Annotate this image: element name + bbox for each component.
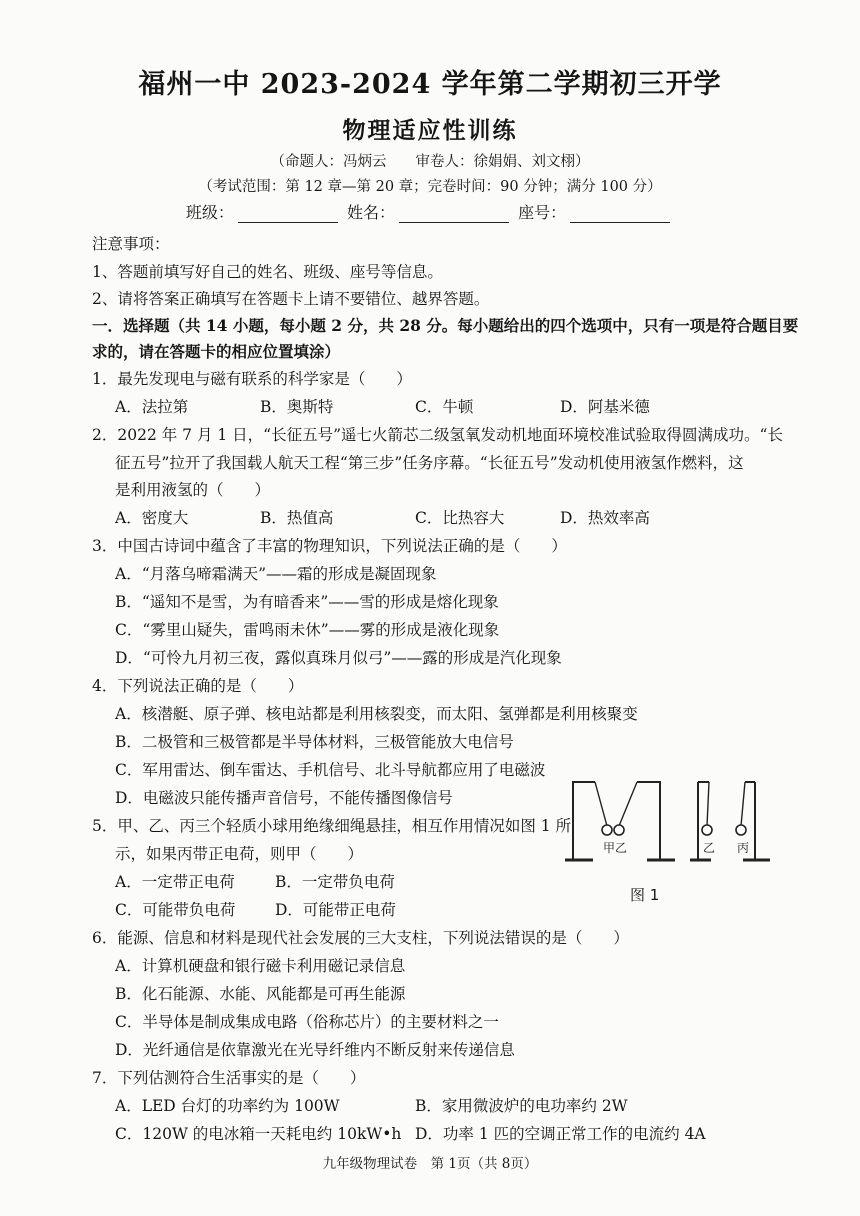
- ball-bing: [736, 825, 746, 835]
- option-a: A．密度大: [115, 509, 189, 527]
- ball-label-bing: 丙: [737, 841, 750, 855]
- exam-subtitle: 物理适应性训练: [342, 117, 518, 144]
- option-c: C．可能带负电荷: [115, 901, 236, 919]
- question-stem-cont: 是利用液氢的（ ）: [115, 481, 271, 499]
- option-a: A．LED 台灯的功率约为 100W: [115, 1097, 340, 1115]
- option-d: D．光纤通信是依靠激光在光导纤维内不断反射来传递信息: [115, 1041, 515, 1059]
- question-stem: 2．2022 年 7 月 1 日，“长征五号”遥七火箭芯二级氢氧发动机地面环境校准试验取得圆满成功。“长: [92, 426, 783, 444]
- question-stem: 4．下列说法正确的是（ ）: [92, 677, 304, 695]
- option-d: D．可能带正电荷: [275, 901, 396, 919]
- name-field[interactable]: [399, 208, 509, 223]
- option-a: A．“月落乌啼霜满天”——霜的形成是凝固现象: [115, 565, 437, 583]
- exam-info: （考试范围：第 12 章—第 20 章；完卷时间：90 分钟；满分 100 分）: [198, 179, 662, 195]
- page-footer: 九年级物理试卷 第 1页（共 8页）: [322, 1156, 538, 1172]
- ball-label-yi-2: 乙: [703, 841, 716, 855]
- ball-label-jia: 甲: [603, 841, 616, 855]
- question-stem-cont: 示，如果丙带正电荷，则甲（ ）: [115, 845, 364, 863]
- option-b: B．化石能源、水能、风能都是可再生能源: [115, 985, 406, 1003]
- figure-1-pendulums: [565, 772, 775, 902]
- seat-label: 座号：: [518, 203, 567, 222]
- option-b: B．一定带负电荷: [275, 873, 395, 891]
- class-field[interactable]: [238, 208, 338, 223]
- option-b: B．“遥知不是雪，为有暗香来”——雪的形成是熔化现象: [115, 593, 499, 611]
- class-label: 班级：: [185, 203, 234, 222]
- option-a: A．计算机硬盘和银行磁卡利用磁记录信息: [115, 957, 406, 975]
- notes-heading: 注意事项：: [92, 235, 170, 253]
- option-c: C．“雾里山疑失，雷鸣雨未休”——雾的形成是液化现象: [115, 621, 500, 639]
- ball-yi-2: [702, 825, 712, 835]
- option-a: A．核潜艇、原子弹、核电站都是利用核裂变，而太阳、氢弹都是利用核聚变: [115, 705, 638, 723]
- option-d: D．“可怜九月初三夜，露似真珠月似弓”——露的形成是汽化现象: [115, 649, 562, 667]
- name-label: 姓名：: [346, 203, 395, 222]
- option-d: D．电磁波只能传播声音信号，不能传播图像信号: [115, 789, 453, 807]
- option-a: A．法拉第: [115, 398, 189, 416]
- option-b: B．二极管和三极管都是半导体材料，三极管能放大电信号: [115, 733, 514, 751]
- option-d: D．阿基米德: [560, 398, 650, 416]
- question-stem: 1．最先发现电与磁有联系的科学家是（ ）: [92, 370, 412, 388]
- option-d: D．功率 1 匹的空调正常工作的电流约 4A: [415, 1125, 706, 1143]
- option-b: B．奥斯特: [260, 398, 334, 416]
- seat-field[interactable]: [570, 208, 670, 223]
- ball-label-yi: 乙: [615, 841, 628, 855]
- section-heading-cont: 求的，请在答题卡的相应位置填涂）: [92, 342, 341, 361]
- ball-yi: [614, 825, 624, 835]
- exam-title: 福州一中 2023-2024 学年第二学期初三开学: [138, 69, 722, 100]
- figure-caption: 图 1: [630, 886, 660, 904]
- option-d: D．热效率高: [560, 509, 650, 527]
- student-info-fields: [0, 200, 860, 223]
- option-c: C．120W 的电冰箱一天耗电约 10kW•h: [115, 1125, 402, 1143]
- option-c: C．半导体是制成集成电路（俗称芯片）的主要材料之一: [115, 1013, 499, 1031]
- option-b: B．家用微波炉的电功率约 2W: [415, 1097, 628, 1115]
- note-item: 1、答题前填写好自己的姓名、班级、座号等信息。: [92, 263, 443, 281]
- question-stem: 7．下列估测符合生活事实的是（ ）: [92, 1069, 366, 1087]
- exam-authors: （命题人：冯炳云 审卷人：徐娟娟、刘文栩）: [270, 154, 590, 170]
- question-stem: 6．能源、信息和材料是现代社会发展的三大支柱，下列说法错误的是（ ）: [92, 929, 629, 947]
- section-heading: 一．选择题（共 14 小题，每小题 2 分，共 28 分。每小题给出的四个选项中，只有一项是符合题目要: [92, 316, 799, 335]
- option-c: C．军用雷达、倒车雷达、手机信号、北斗导航都应用了电磁波: [115, 761, 546, 779]
- option-b: B．热值高: [260, 509, 334, 527]
- question-stem: 3．中国古诗词中蕴含了丰富的物理知识，下列说法正确的是（ ）: [92, 537, 567, 555]
- note-item: 2、请将答案正确填写在答题卡上请不要错位、越界答题。: [92, 290, 490, 308]
- question-stem: 5．甲、乙、丙三个轻质小球用绝缘细绳悬挂，相互作用情况如图 1 所: [92, 817, 572, 835]
- option-c: C．牛顿: [415, 398, 474, 416]
- question-stem-cont: 征五号”拉开了我国载人航天工程“第三步”任务序幕。“长征五号”发动机使用液氢作燃料，这: [115, 454, 744, 472]
- option-a: A．一定带正电荷: [115, 873, 235, 891]
- ball-jia: [602, 825, 612, 835]
- option-c: C．比热容大: [415, 509, 505, 527]
